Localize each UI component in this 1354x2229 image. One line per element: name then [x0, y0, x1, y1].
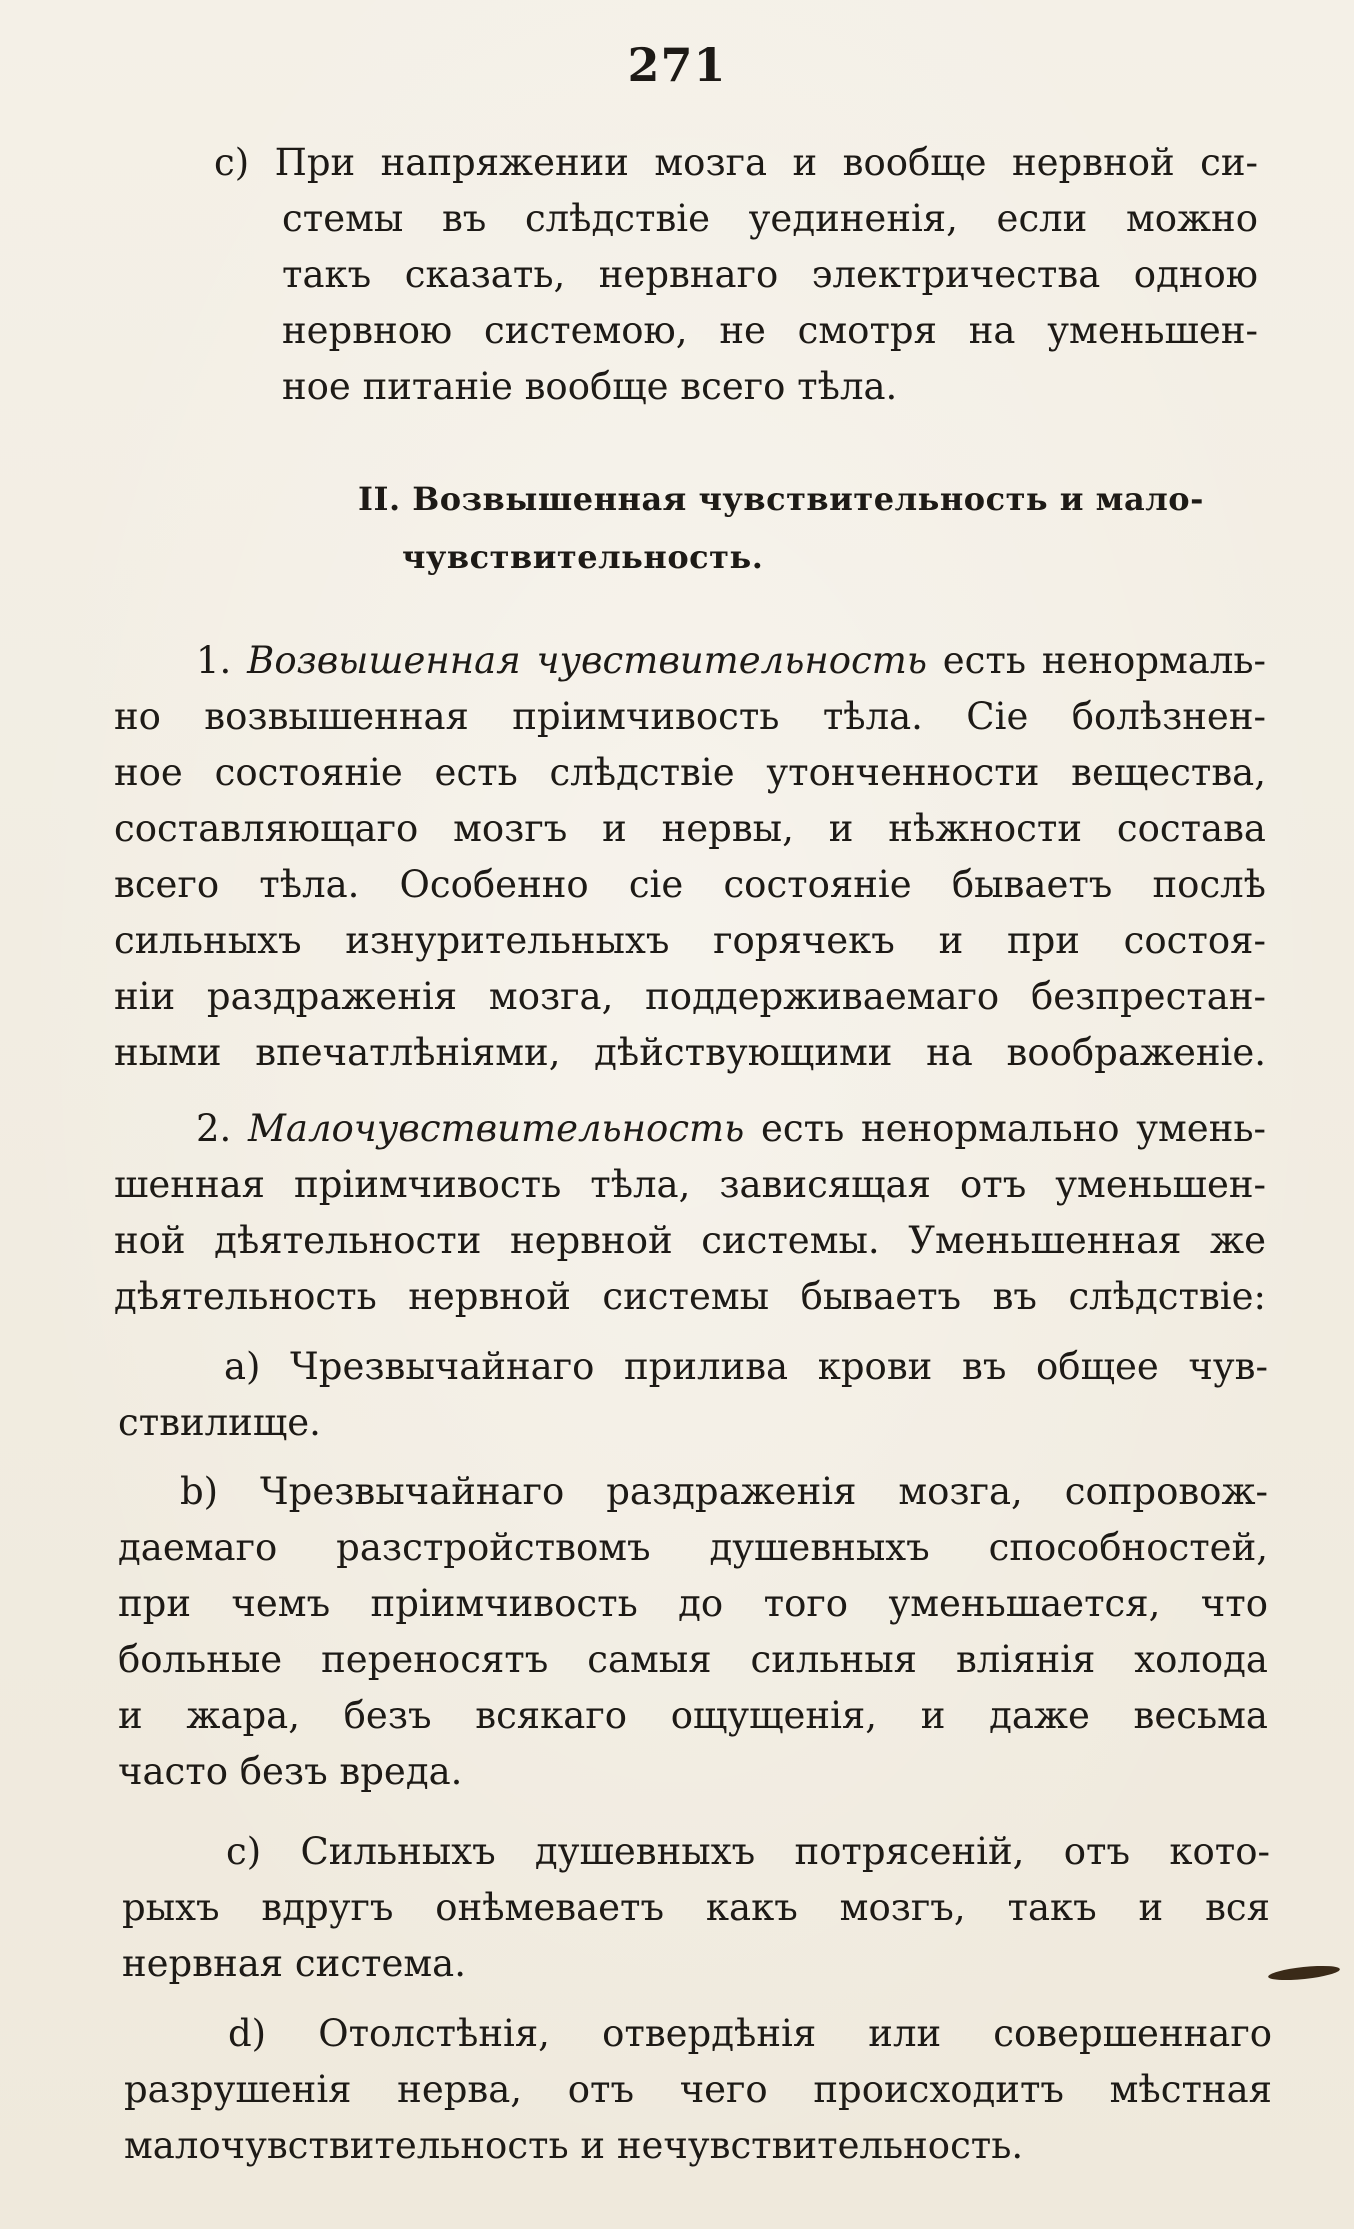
text-line: ніи раздраженія мозга, поддерживаемаго безпрестан-	[114, 975, 1266, 1018]
text-line: стемы въ слѣдствіе уединенія, если можно	[282, 197, 1258, 240]
list-item-a	[118, 1339, 1268, 1451]
text-line: с) При напряжении мозга и вообще нервной си-	[214, 141, 1258, 184]
list-item-d	[124, 2006, 1272, 2174]
text-line: при чемъ пріимчивость до того уменьшается, что	[118, 1582, 1268, 1625]
section-heading-line: чувствительность.	[402, 538, 764, 576]
text-line: дѣятельность нервной системы бываетъ въ слѣдствіе:	[114, 1275, 1266, 1318]
term: Малочувствительность	[248, 1107, 745, 1150]
text-line: d) Отолстѣнія, отвердѣнія или совершеннаго	[228, 2012, 1272, 2055]
text-line: нервною системою, не смотря на уменьшен-	[282, 309, 1258, 352]
page-number: 271	[627, 38, 727, 92]
paragraph-2	[114, 1101, 1266, 1325]
text-line: шенная пріимчивость тѣла, зависящая отъ уменьшен-	[114, 1163, 1266, 1206]
text-line: часто безъ вреда.	[118, 1750, 463, 1793]
text-line: разрушенія нерва, отъ чего происходитъ мѣстная	[124, 2068, 1272, 2111]
text-line: всего тѣла. Особенно сіе состояніе бываетъ послѣ	[114, 863, 1266, 906]
text-line: ствилище.	[118, 1401, 321, 1444]
paragraph-first-line	[114, 1101, 1266, 1157]
paragraph-number: 2.	[196, 1107, 232, 1150]
text-line: но возвышенная пріимчивость тѣла. Сіе болѣзнен-	[114, 695, 1266, 738]
text-line: ное состояніе есть слѣдствіе утонченности вещества,	[114, 751, 1266, 794]
text-fragment: есть ненормально умень-	[761, 1107, 1267, 1150]
paragraph-number: 1.	[196, 639, 232, 682]
term: Возвышенная чувствительность	[247, 639, 927, 682]
list-item-c-top	[214, 135, 1258, 415]
text-line: ными впечатлѣніями, дѣйствующими на воображеніе.	[114, 1031, 1266, 1074]
text-line: с) Сильныхъ душевныхъ потрясеній, отъ кото-	[226, 1830, 1270, 1873]
text-line: нервная система.	[122, 1942, 466, 1985]
paragraph-1	[114, 633, 1266, 1081]
text-line: а) Чрезвычайнаго прилива крови въ общее чув-	[224, 1345, 1268, 1388]
section-heading	[358, 470, 1258, 586]
text-fragment: есть ненормаль-	[942, 639, 1266, 682]
list-item-c	[122, 1824, 1270, 1992]
text-line: составляющаго мозгъ и нервы, и нѣжности состава	[114, 807, 1266, 850]
section-heading-line: II. Возвышенная чувствительность и мало-	[358, 480, 1204, 518]
text-line: ное питаніе вообще всего тѣла.	[282, 365, 898, 408]
text-line: сильныхъ изнурительныхъ горячекъ и при состоя-	[114, 919, 1266, 962]
text-line: рыхъ вдругъ онѣмеваетъ какъ мозгъ, такъ и вся	[122, 1886, 1270, 1929]
text-line: даемаго разстройствомъ душевныхъ способностей,	[118, 1526, 1268, 1569]
list-item-b	[118, 1464, 1268, 1800]
text-line: малочувствительность и нечувствительность.	[124, 2124, 1024, 2167]
text-line: ной дѣятельности нервной системы. Уменьшенная же	[114, 1219, 1266, 1262]
text-line: больные переносятъ самыя сильныя вліянія холода	[118, 1638, 1268, 1681]
text-line: b) Чрезвычайнаго раздраженія мозга, сопровож-	[180, 1470, 1268, 1513]
ink-smudge	[1268, 1963, 1341, 1982]
text-line: и жара, безъ всякаго ощущенія, и даже весьма	[118, 1694, 1268, 1737]
paragraph-first-line	[114, 633, 1266, 689]
text-line: такъ сказать, нервнаго электричества одною	[282, 253, 1258, 296]
